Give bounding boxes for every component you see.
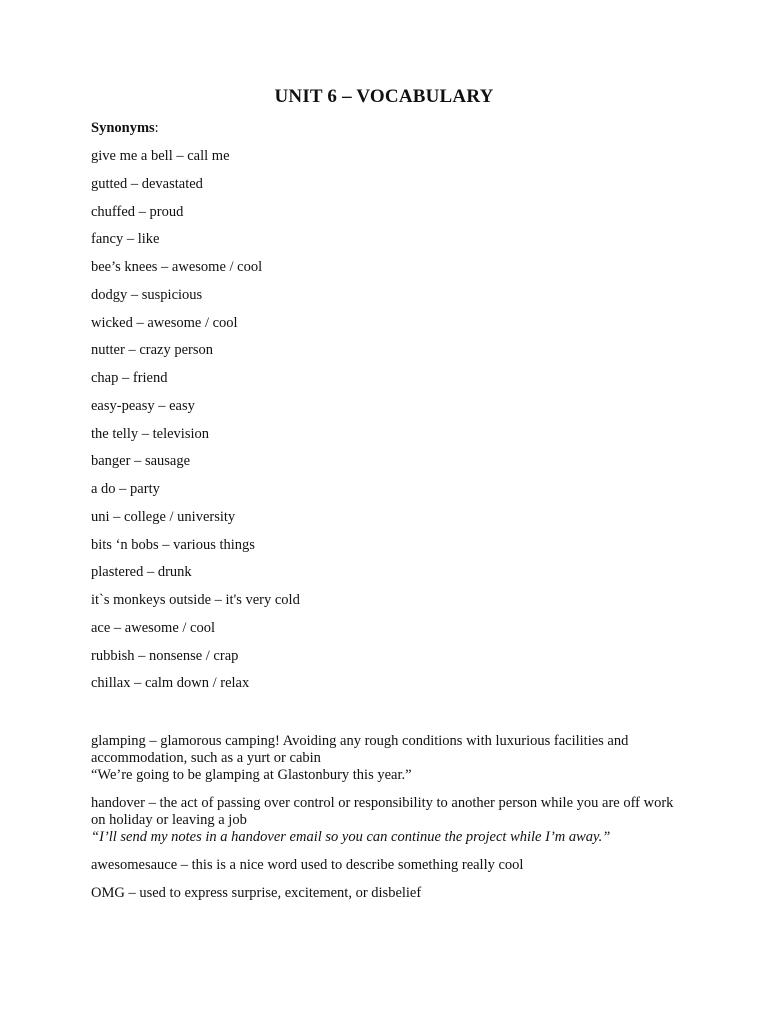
synonym-item: the telly – television — [91, 425, 209, 442]
synonym-item: wicked – awesome / cool — [91, 314, 238, 331]
synonym-item: rubbish – nonsense / crap — [91, 647, 239, 664]
definition-text: glamping – glamorous camping! Avoiding any rough conditions with luxurious facilities and accommodation, such as a yurt or cabin — [91, 733, 629, 766]
definition-example: “I’ll send my notes in a handover email so you can continue the project while I’m away.” — [91, 829, 611, 845]
synonym-item: fancy – like — [91, 231, 160, 248]
synonym-item: it`s monkeys outside – it's very cold — [91, 592, 300, 608]
page-title: UNIT 6 – VOCABULARY — [274, 86, 494, 107]
definition-omg — [91, 885, 691, 902]
synonyms-heading — [91, 120, 159, 137]
synonym-item: banger – sausage — [91, 453, 191, 470]
synonym-item: plastered – drunk — [91, 564, 192, 581]
synonym-item: chap – friend — [91, 370, 168, 386]
definition-awesomesauce — [91, 857, 691, 874]
synonym-item: a do – party — [91, 481, 160, 497]
definition-text: handover – the act of passing over control or responsibility to another person while you are off work on holiday or leaving a job — [91, 795, 674, 828]
definition-handover — [91, 795, 691, 846]
synonym-item: easy-peasy – easy — [91, 397, 195, 414]
synonym-item: dodgy – suspicious — [91, 286, 203, 303]
synonym-item: gutted – devastated — [91, 175, 203, 192]
synonym-item: ace – awesome / cool — [91, 619, 216, 636]
synonym-item: give me a bell – call me — [91, 148, 230, 164]
synonyms-heading-label: Synonyms — [91, 120, 155, 136]
definitions-section — [91, 733, 691, 913]
synonym-item: uni – college / university — [91, 508, 236, 525]
definition-glamping — [91, 733, 691, 784]
synonyms-heading-colon: : — [154, 120, 159, 136]
synonym-item: chillax – calm down / relax — [91, 675, 250, 692]
definition-example: “We’re going to be glamping at Glastonbury this year.” — [91, 767, 412, 783]
synonyms-list — [91, 146, 300, 701]
definition-text: awesomesauce – this is a nice word used to describe something really cool — [91, 857, 524, 873]
synonym-item: bee’s knees – awesome / cool — [91, 259, 263, 275]
synonym-item: bits ‘n bobs – various things — [91, 536, 255, 553]
definition-text: OMG – used to express surprise, excitement, or disbelief — [91, 885, 422, 901]
synonym-item: nutter – crazy person — [91, 342, 213, 359]
synonym-item: chuffed – proud — [91, 203, 184, 220]
